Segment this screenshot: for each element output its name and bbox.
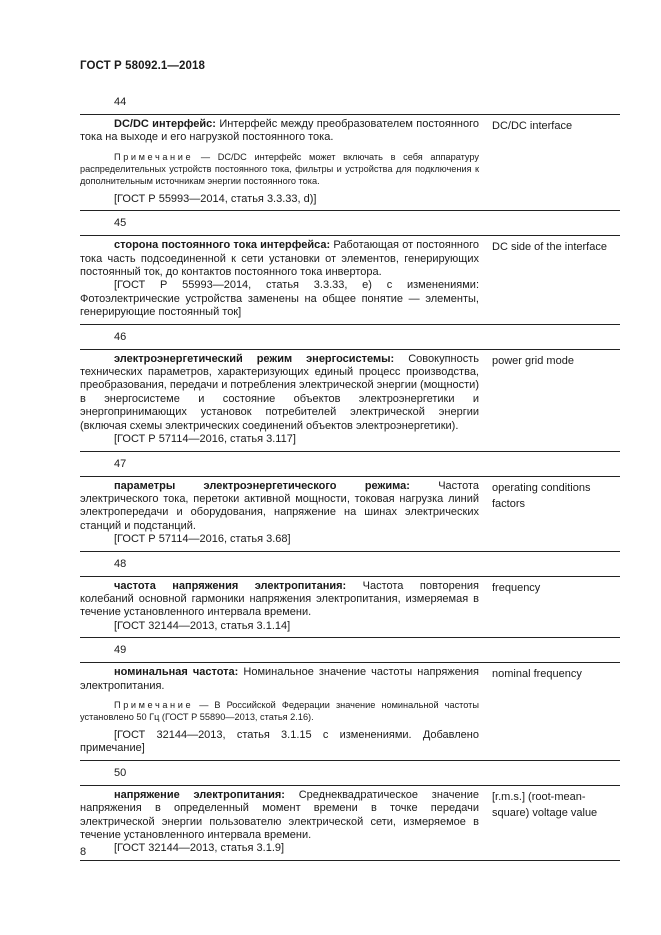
term: электроэнергетический режим энергосистемы: <box>114 352 395 365</box>
term: напряжение электропитания: <box>114 788 285 801</box>
note-label: Примечание <box>114 151 194 162</box>
term-entry-49 <box>80 643 620 761</box>
entry-box <box>80 576 620 639</box>
note-text: — В Российской Федерации значение номинальной частоты установлено 50 Гц (ГОСТ Р 55890—2013, статья 2.16). <box>80 699 479 722</box>
note <box>80 699 479 723</box>
term-entry-48 <box>80 557 620 639</box>
page-number: 8 <box>80 846 87 858</box>
entry-body <box>80 480 479 547</box>
source-reference: [ГОСТ Р 57114—2016, статья 3.68] <box>114 533 291 546</box>
source-reference: [ГОСТ 32144—2013, статья 3.1.14] <box>114 619 291 632</box>
term: номинальная частота: <box>114 666 239 679</box>
entry-body <box>80 580 479 634</box>
term-entry-45 <box>80 216 620 324</box>
source-reference: [ГОСТ Р 57114—2016, статья 3.117] <box>114 433 296 446</box>
definition: Среднеквадратическое значение напряжения в определенный момент времени в точке передачи электрической энергии пользователю электрической сети, измеряемое в течение установленного интервала времени. <box>80 788 479 841</box>
term: параметры электроэнергетического режима: <box>114 479 410 492</box>
source-reference: [ГОСТ 32144—2013, статья 3.1.15 с изменениями. Добавлено примечание] <box>80 728 479 755</box>
english-term: DC/DC interface <box>492 120 573 132</box>
english-term: nominal frequency <box>492 668 582 681</box>
document-header: ГОСТ Р 58092.1—2018 <box>80 60 205 72</box>
entry-box <box>80 476 620 552</box>
term-entry-44 <box>80 95 620 211</box>
english-term: DC side of the interface <box>492 241 607 254</box>
entry-body <box>80 353 479 447</box>
definition: Интерфейс между преобразователем постоянного тока на выходе и его нагрузкой постоянного тока. <box>80 118 479 144</box>
definition: Частота повторения колебаний основной гармоники напряжения электропитания, измеряемая в течение установленного интервала времени. <box>80 579 479 619</box>
definition: Частота электрического тока, перетоки активной мощности, токовая нагрузка линий электропередачи и оборудования, напряжение на шинах электрических станций и подстанций. <box>80 479 479 532</box>
entry-number: 49 <box>114 644 127 657</box>
english-term: [r.m.s.] (root-mean-square) voltage value <box>492 790 598 819</box>
english-term: frequency <box>492 581 541 594</box>
entry-box <box>80 662 620 761</box>
term: сторона постоянного тока интерфейса: <box>114 239 331 252</box>
entry-body <box>80 666 479 756</box>
terms-list <box>80 95 620 866</box>
english-term: power grid mode <box>492 354 574 367</box>
entry-number: 44 <box>114 96 127 108</box>
term-entry-46 <box>80 330 620 452</box>
entry-box <box>80 349 620 452</box>
entry-number: 46 <box>114 330 127 343</box>
entry-number: 45 <box>114 217 127 230</box>
note-label: Примечание <box>114 699 194 710</box>
entry-box <box>80 114 620 211</box>
note <box>80 151 479 187</box>
note-text: — DC/DC интерфейс может включать в себя аппаратуру распределительных устройств постоянного тока, фильтры и устройства для подключения к дополнительным источникам энергии постоянного тока. <box>80 151 479 186</box>
term-entry-50 <box>80 766 620 861</box>
entry-box <box>80 785 620 861</box>
entry-box <box>80 235 620 324</box>
definition: Работающая от постоянного тока часть подсоединенной к сети установки от элементов, генерирующих постоянный ток, до контактов постоянного тока инвертора. <box>80 239 480 279</box>
entry-body <box>80 239 479 319</box>
entry-number: 47 <box>114 457 127 470</box>
entry-body <box>80 789 479 856</box>
entry-number: 48 <box>114 557 127 570</box>
english-term: operating conditions factors <box>492 481 591 510</box>
definition: Совокупность технических параметров, характеризующих единый процесс производства, преобразования, передачи и потребления электрической энергии (мощности) в энергосистеме и состояние объектов электроэнергетики и энергопринимающих установок потребителей электрической энергии (включая схемы электрических соединений объектов электроэнергетики). <box>80 352 479 432</box>
term: частота напряжения электропитания: <box>114 579 347 592</box>
term: DC/DC интерфейс: <box>114 118 216 130</box>
term-entry-47 <box>80 457 620 552</box>
entry-number: 50 <box>114 766 127 779</box>
source-reference: [ГОСТ Р 55993—2014, статья 3.3.33, d)] <box>114 192 317 205</box>
definition: Номинальное значение частоты напряжения электропитания. <box>80 666 480 692</box>
source-reference: [ГОСТ 32144—2013, статья 3.1.9] <box>114 842 285 855</box>
source-reference: [ГОСТ Р 55993—2014, статья 3.3.33, е) с изменениями: Фотоэлектрические устройства заменены на общее понятие — элементы, генерирующие постоянный ток] <box>80 279 479 319</box>
entry-body <box>80 118 479 206</box>
